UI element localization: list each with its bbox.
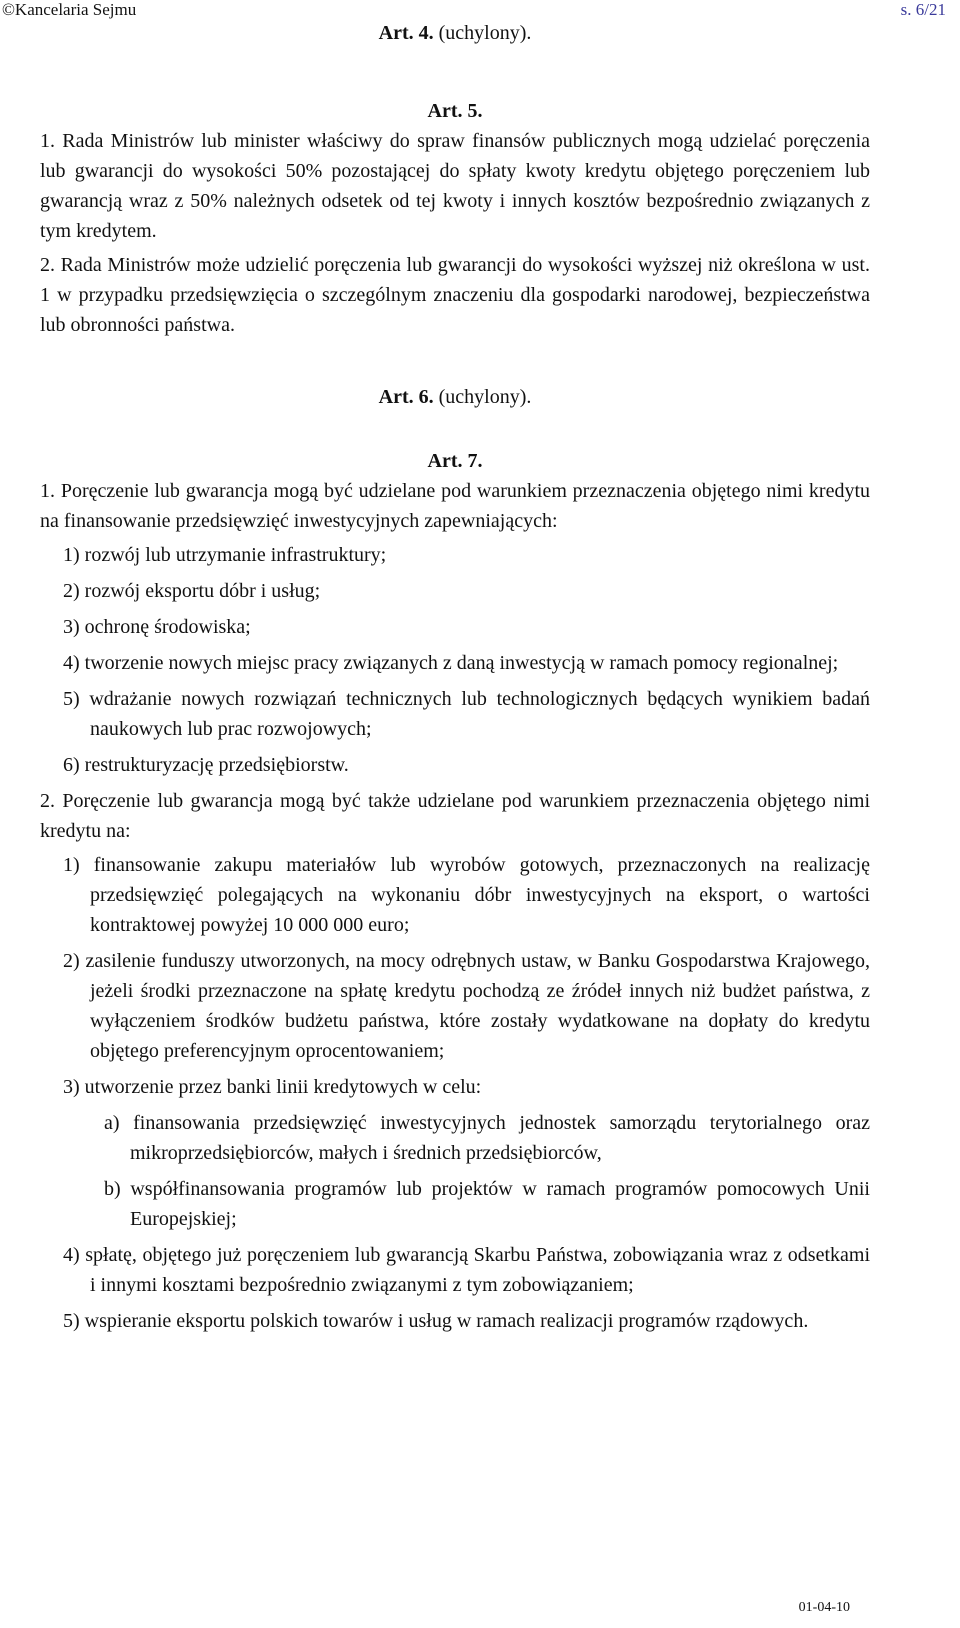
art-7-p2-item-2: 2) zasilenie funduszy utworzonych, na mocy odrębnych ustaw, w Banku Gospodarstwa Krajowego, jeżeli środki przeznaczone na spłatę kredytu pochodzą ze źródeł innych niż budżet państwa, z wyłączeniem środków budżetu państwa, które zostały wydatkowane na dopłaty do kredytu objętego preferencyjnym oprocentowaniem; [63, 950, 870, 1062]
art-7-p1-item-4: 4) tworzenie nowych miejsc pracy związanych z daną inwestycją w ramach pomocy regionalnej; [63, 652, 839, 674]
art-4-heading [40, 18, 870, 48]
art-7-p2-item-5: 5) wspieranie eksportu polskich towarów i usług w ramach realizacji programów rządowych. [63, 1310, 809, 1332]
art-4-note: (uchylony). [438, 22, 532, 44]
art-7-p2-subitem-a: a) finansowania przedsięwzięć inwestycyjnych jednostek samorządu terytorialnego oraz mikroprzedsiębiorców, małych i średnich przedsiębiorców, [104, 1112, 870, 1164]
document-body [40, 0, 870, 1342]
art-6-heading [40, 382, 870, 412]
art-7-p2-subitem-b: b) współfinansowania programów lub projektów w ramach programów pomocowych Unii Europejskiej; [104, 1178, 870, 1230]
art-5-paragraph-1: 1. Rada Ministrów lub minister właściwy do spraw finansów publicznych mogą udzielać poręczenia lub gwarancji do wysokości 50% pozostającej do spłaty kwoty kredytu objętego poręczeniem lub gwarancją wraz z 50% należnych odsetek od tej kwoty i innych kosztów bezpośrednio związanych z tym kredytem. [40, 130, 870, 242]
art-7-p1-item-3: 3) ochronę środowiska; [63, 616, 251, 638]
art-7-paragraph-1: 1. Poręczenie lub gwarancja mogą być udzielane pod warunkiem przeznaczenia objętego nimi kredytu na finansowanie przedsięwzięć inwestycyjnych zapewniających: [40, 480, 870, 532]
art-7-p2-item-3: 3) utworzenie przez banki linii kredytowych w celu: [63, 1076, 482, 1098]
footer-date: 01-04-10 [798, 1600, 850, 1615]
art-5-paragraph-2: 2. Rada Ministrów może udzielić poręczenia lub gwarancji do wysokości wyższej niż określona w ust. 1 w przypadku przedsięwzięcia o szczególnym znaczeniu dla gospodarki narodowej, bezpieczeństwa lub obronności państwa. [40, 254, 870, 336]
art-7-p2-item-4: 4) spłatę, objętego już poręczeniem lub gwarancją Skarbu Państwa, zobowiązania wraz z odsetkami i innymi kosztami bezpośrednio związanymi z tym zobowiązaniem; [63, 1244, 870, 1296]
art-7-p2-item-1: 1) finansowanie zakupu materiałów lub wyrobów gotowych, przeznaczonych na realizację przedsięwzięć polegających na wykonaniu dóbr inwestycyjnych na eksport, o wartości kontraktowej powyżej 10 000 000 euro; [63, 854, 870, 936]
art-7-p1-item-6: 6) restrukturyzację przedsiębiorstw. [63, 754, 349, 776]
art-7-paragraph-2: 2. Poręczenie lub gwarancja mogą być także udzielane pod warunkiem przeznaczenia objętego nimi kredytu na: [40, 790, 870, 842]
header-copyright: ©Kancelaria Sejmu [2, 0, 137, 19]
art-7-p1-item-2: 2) rozwój eksportu dóbr i usług; [63, 580, 321, 602]
art-5-heading [40, 96, 870, 126]
art-7-heading [40, 446, 870, 476]
art-6-note: (uchylony). [438, 386, 532, 408]
art-6-number: Art. 6. [378, 386, 434, 408]
art-7-number: Art. 7. [427, 450, 483, 472]
page-number: s. 6/21 [900, 0, 946, 19]
art-7-p1-item-1: 1) rozwój lub utrzymanie infrastruktury; [63, 544, 387, 566]
art-5-number: Art. 5. [427, 100, 483, 122]
art-7-p1-item-5: 5) wdrażanie nowych rozwiązań technicznych lub technologicznych będących wynikiem badań naukowych lub prac rozwojowych; [63, 688, 870, 740]
art-4-number: Art. 4. [378, 22, 434, 44]
